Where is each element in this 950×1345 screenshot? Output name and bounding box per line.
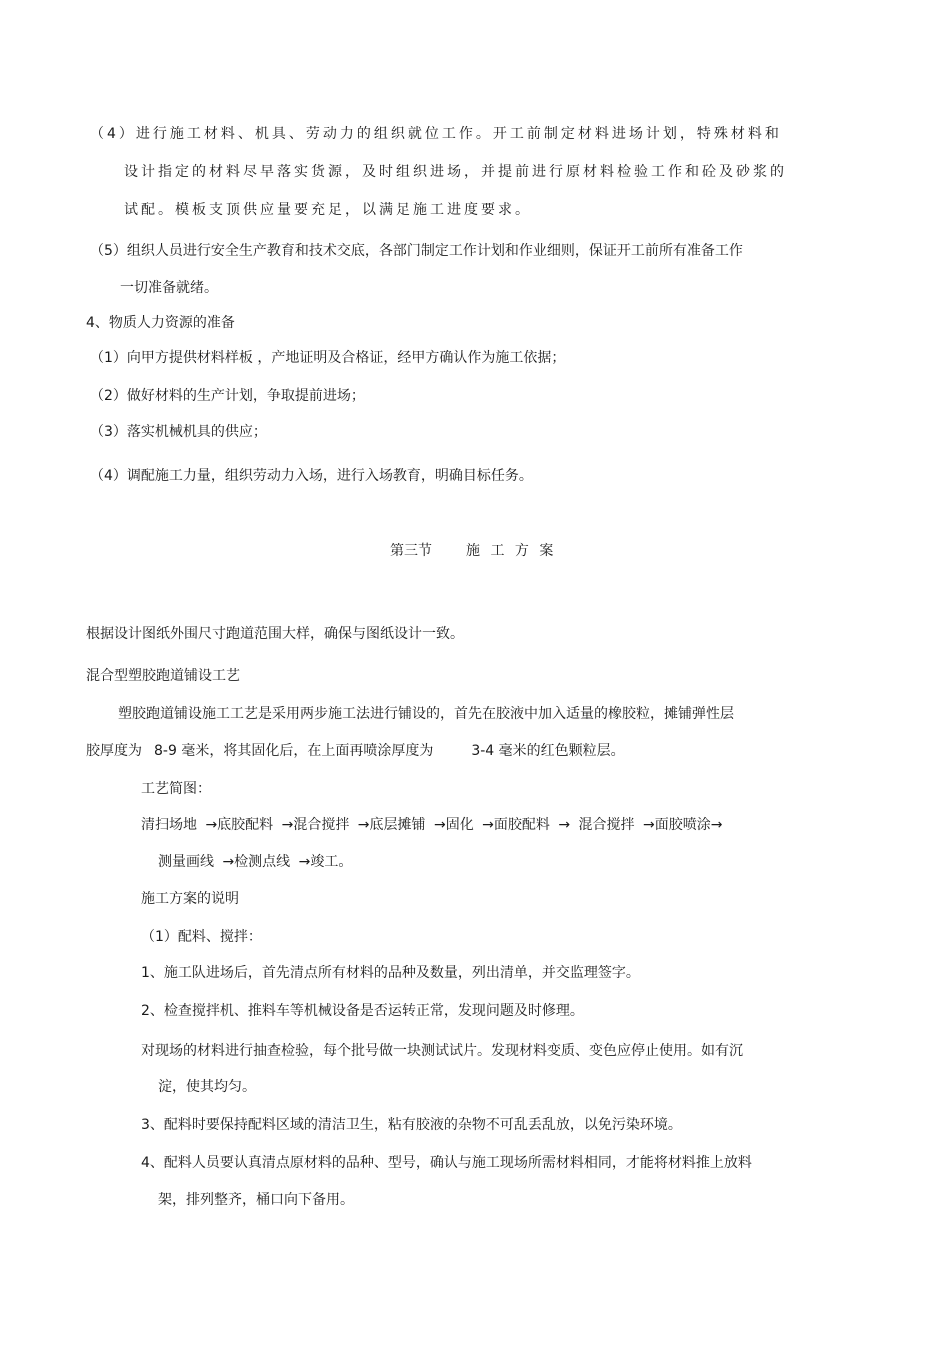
paragraph-line: 试配。模板支顶供应量要充足，以满足施工进度要求。 [124, 202, 532, 218]
text-span: 胶厚度为 [86, 743, 142, 759]
paragraph-line: 设计指定的材料尽早落实货源，及时组织进场，并提前进行原材料检验工作和砼及砂浆的 [124, 164, 787, 180]
section-title: 施 工 方 案 [466, 543, 557, 559]
list-item: （4）调配施工力量，组织劳动力入场，进行入场教育，明确目标任务。 [90, 468, 533, 484]
section-heading: 4、物质人力资源的准备 [86, 315, 235, 331]
paragraph-line: 根据设计图纸外围尺寸跑道范围大样，确保与图纸设计一致。 [86, 626, 464, 642]
list-item: （3）落实机械机具的供应； [90, 424, 267, 440]
process-flow: 清扫场地 →底胶配料 →混合搅拌 →底层摊铺 →固化 →面胶配料 → 混合搅拌 →面胶喷涂→ [141, 817, 723, 833]
subheading: 工艺简图： [141, 781, 211, 797]
list-item: 2、检查搅拌机、推料车等机械设备是否运转正常，发现问题及时修理。 [141, 1003, 584, 1019]
list-item: 4、配料人员要认真清点原材料的品种、型号，确认与施工现场所需材料相同，才能将材料推上放料 [141, 1155, 752, 1171]
subheading: 施工方案的说明 [141, 891, 239, 907]
list-item: （1）向甲方提供材料样板 ，产地证明及合格证，经甲方确认作为施工依据； [90, 350, 566, 366]
text-span: 8-9 毫米，将其固化后，在上面再喷涂厚度为 [154, 743, 434, 759]
text-span: 3-4 毫米的红色颗粒层。 [471, 743, 625, 759]
paragraph-line: 塑胶跑道铺设施工工艺是采用两步施工法进行铺设的，首先在胶液中加入适量的橡胶粒，摊铺弹性层 [118, 706, 734, 722]
paragraph-line: 淀，使其均匀。 [158, 1079, 256, 1095]
subheading: （1）配料、搅拌： [141, 929, 262, 945]
paragraph-line: （5）组织人员进行安全生产教育和技术交底，各部门制定工作计划和作业细则，保证开工前所有准备工作 [90, 243, 743, 259]
paragraph-line: （4）进行施工材料、机具、劳动力的组织就位工作。开工前制定材料进场计划，特殊材料和 [90, 126, 782, 142]
list-item: 1、施工队进场后，首先清点所有材料的品种及数量，列出清单，并交监理签字。 [141, 965, 640, 981]
paragraph-line: 架，排列整齐，桶口向下备用。 [158, 1192, 354, 1208]
list-item: 3、配料时要保持配料区域的清洁卫生，粘有胶液的杂物不可乱丢乱放，以免污染环境。 [141, 1117, 682, 1133]
subheading: 混合型塑胶跑道铺设工艺 [86, 668, 240, 684]
process-flow: 测量画线 →检测点线 →竣工。 [158, 854, 353, 870]
paragraph-line [86, 741, 625, 761]
list-item: （2）做好材料的生产计划，争取提前进场； [90, 388, 365, 404]
paragraph-line: 对现场的材料进行抽查检验，每个批号做一块测试试片。发现材料变质、变色应停止使用。如有沉 [141, 1043, 743, 1059]
section-number: 第三节 [390, 543, 432, 559]
paragraph-line: 一切准备就绪。 [120, 280, 218, 296]
